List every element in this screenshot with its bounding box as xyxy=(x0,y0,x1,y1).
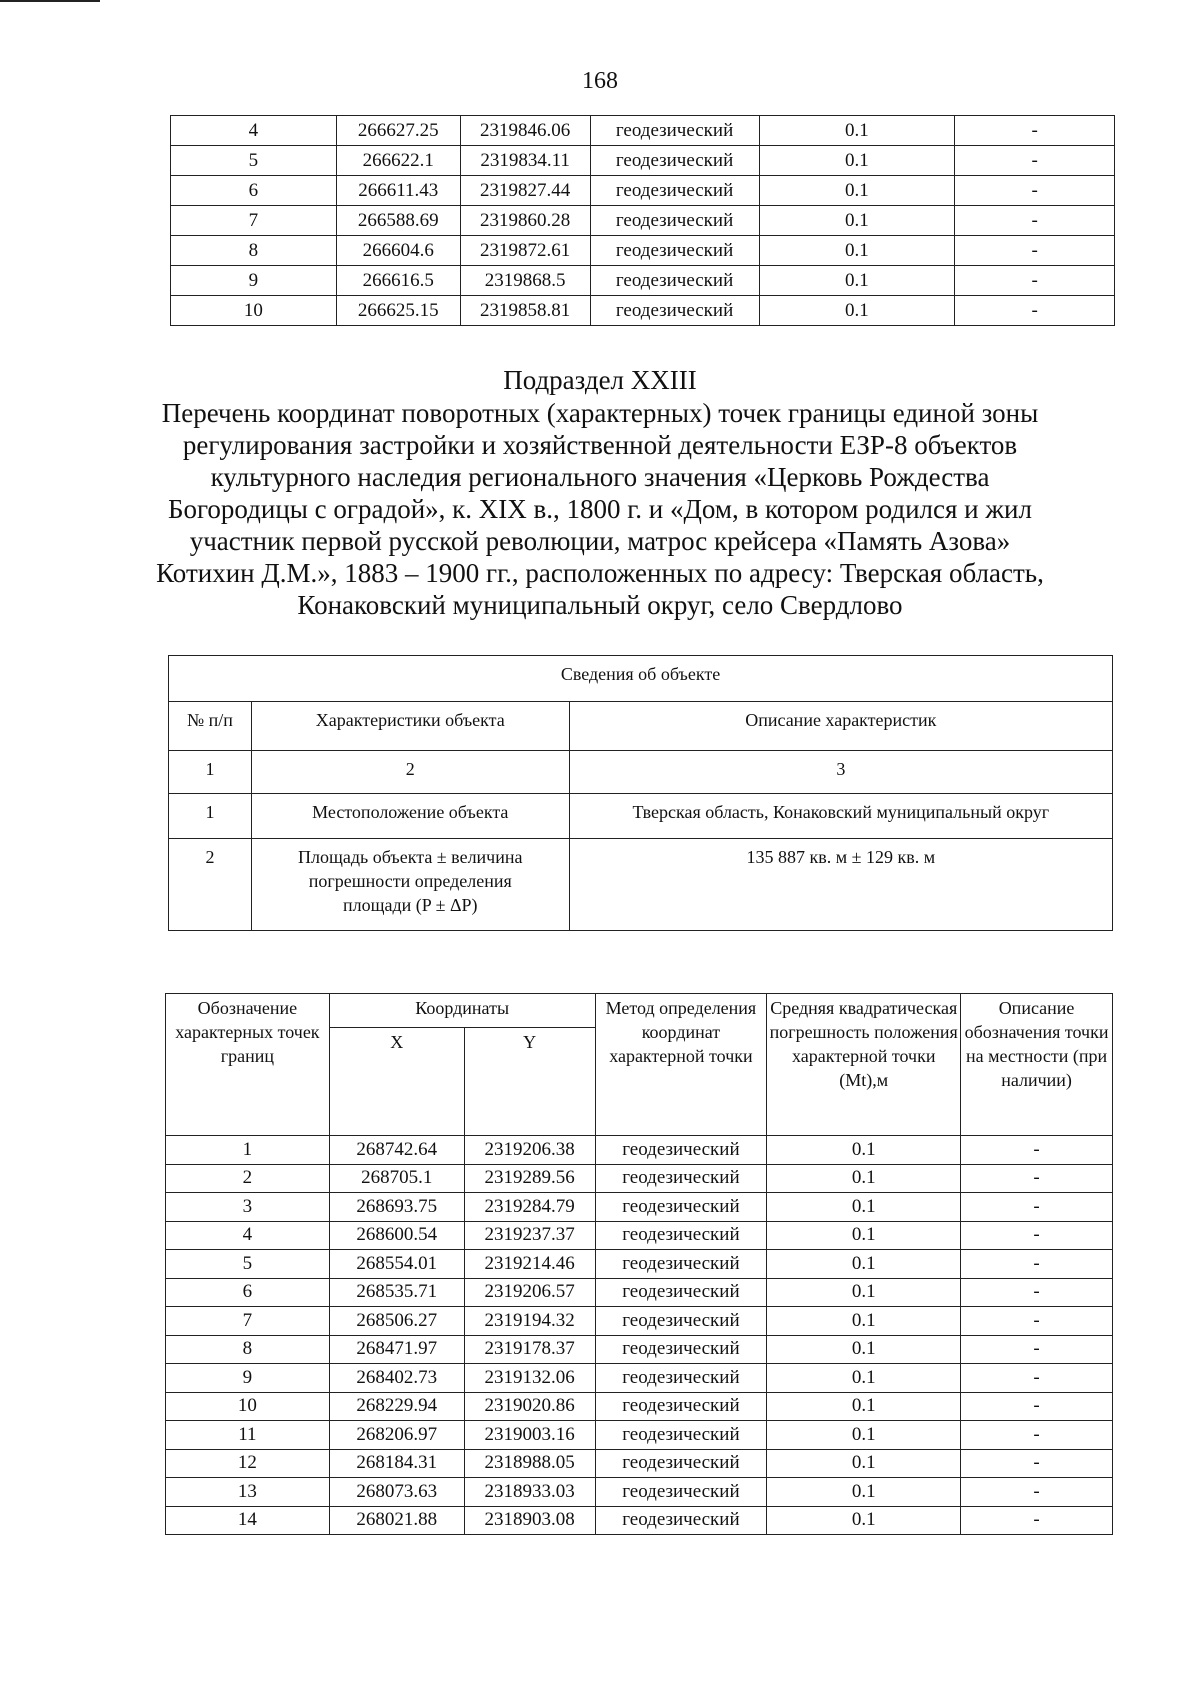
coord-x: 266611.43 xyxy=(336,176,460,206)
coord-x: 268506.27 xyxy=(329,1307,464,1336)
section-title-line: Конаковский муниципальный округ, село Свердлово xyxy=(297,590,903,620)
method: геодезический xyxy=(595,1307,767,1336)
point-description: - xyxy=(961,1164,1113,1193)
coordinates-table-continued xyxy=(170,115,1115,326)
subsection-heading: Подраздел XXIII xyxy=(503,365,697,395)
point-number: 6 xyxy=(171,176,337,206)
coord-y: 2319827.44 xyxy=(460,176,590,206)
table-row xyxy=(166,1250,1113,1279)
table-row xyxy=(166,1392,1113,1421)
table-row xyxy=(166,1307,1113,1336)
coord-x: 266616.5 xyxy=(336,266,460,296)
point-description: - xyxy=(961,1335,1113,1364)
error: 0.1 xyxy=(767,1335,961,1364)
method: геодезический xyxy=(595,1136,767,1165)
point-number: 3 xyxy=(166,1193,330,1222)
header-characteristics: Характеристики объекта xyxy=(251,702,569,751)
coord-y: 2319214.46 xyxy=(464,1250,595,1279)
coord-x: 268705.1 xyxy=(329,1164,464,1193)
point-description: - xyxy=(955,176,1115,206)
method: геодезический xyxy=(595,1335,767,1364)
point-description: - xyxy=(955,296,1115,326)
point-number: 8 xyxy=(171,236,337,266)
column-number-3: 3 xyxy=(569,751,1112,794)
area-value: 135 887 кв. м ± 129 кв. м xyxy=(569,839,1112,931)
error: 0.1 xyxy=(767,1164,961,1193)
point-description: - xyxy=(961,1193,1113,1222)
error: 0.1 xyxy=(759,146,955,176)
method: геодезический xyxy=(595,1506,767,1535)
method: геодезический xyxy=(595,1221,767,1250)
row-number: 1 xyxy=(169,794,252,839)
point-number: 13 xyxy=(166,1478,330,1507)
point-description: - xyxy=(961,1506,1113,1535)
point-number: 7 xyxy=(166,1307,330,1336)
section-title-line: Перечень координат поворотных (характерных) точек границы единой зоны xyxy=(161,398,1039,428)
table-row xyxy=(166,1136,1113,1165)
point-description: - xyxy=(961,1449,1113,1478)
method: геодезический xyxy=(595,1278,767,1307)
header-coordinates: Координаты xyxy=(329,994,595,1028)
coord-y: 2319868.5 xyxy=(460,266,590,296)
table-row xyxy=(166,1506,1113,1535)
header-x: X xyxy=(329,1028,464,1136)
error: 0.1 xyxy=(767,1193,961,1222)
method: геодезический xyxy=(590,206,759,236)
area-label: Площадь объекта ± величина погрешности определения площади (P ± ΔP) xyxy=(251,839,569,931)
table-row xyxy=(171,176,1115,206)
table-row xyxy=(166,1221,1113,1250)
table-row xyxy=(166,1278,1113,1307)
coord-y: 2319020.86 xyxy=(464,1392,595,1421)
point-description: - xyxy=(961,1478,1113,1507)
column-number-1: 1 xyxy=(169,751,252,794)
method: геодезический xyxy=(590,146,759,176)
point-number: 4 xyxy=(171,116,337,146)
point-number: 6 xyxy=(166,1278,330,1307)
point-description: - xyxy=(961,1278,1113,1307)
table-row xyxy=(166,1478,1113,1507)
point-number: 4 xyxy=(166,1221,330,1250)
point-number: 2 xyxy=(166,1164,330,1193)
coord-y: 2319834.11 xyxy=(460,146,590,176)
table-row xyxy=(171,296,1115,326)
method: геодезический xyxy=(590,266,759,296)
error: 0.1 xyxy=(767,1250,961,1279)
method: геодезический xyxy=(595,1449,767,1478)
table-row xyxy=(166,1164,1113,1193)
coord-x: 268693.75 xyxy=(329,1193,464,1222)
point-number: 7 xyxy=(171,206,337,236)
header-point: Обозначение характерных точек границ xyxy=(166,994,330,1136)
point-description: - xyxy=(955,146,1115,176)
error: 0.1 xyxy=(759,296,955,326)
coord-x: 268229.94 xyxy=(329,1392,464,1421)
table-row xyxy=(166,1421,1113,1450)
error: 0.1 xyxy=(759,266,955,296)
coord-x: 266622.1 xyxy=(336,146,460,176)
table-row xyxy=(171,146,1115,176)
coord-y: 2318933.03 xyxy=(464,1478,595,1507)
table-row xyxy=(166,1449,1113,1478)
error: 0.1 xyxy=(767,1421,961,1450)
coord-x: 266604.6 xyxy=(336,236,460,266)
method: геодезический xyxy=(595,1164,767,1193)
location-label: Местоположение объекта xyxy=(251,794,569,839)
row-number: 2 xyxy=(169,839,252,931)
coord-y: 2319206.38 xyxy=(464,1136,595,1165)
top-edge-line xyxy=(0,0,100,2)
point-description: - xyxy=(955,206,1115,236)
table-row xyxy=(171,266,1115,296)
method: геодезический xyxy=(595,1478,767,1507)
error: 0.1 xyxy=(759,206,955,236)
boundary-points-table xyxy=(165,993,1113,1535)
point-number: 11 xyxy=(166,1421,330,1450)
point-number: 5 xyxy=(166,1250,330,1279)
coord-y: 2319872.61 xyxy=(460,236,590,266)
error: 0.1 xyxy=(767,1136,961,1165)
section-title xyxy=(100,397,1100,621)
table-row xyxy=(166,1335,1113,1364)
point-number: 8 xyxy=(166,1335,330,1364)
coord-y: 2319284.79 xyxy=(464,1193,595,1222)
coord-y: 2319132.06 xyxy=(464,1364,595,1393)
header-error: Средняя квадратическая погрешность положения характерной точки (Mt),м xyxy=(767,994,961,1136)
header-method: Метод определения координат характерной точки xyxy=(595,994,767,1136)
point-number: 14 xyxy=(166,1506,330,1535)
method: геодезический xyxy=(590,116,759,146)
point-number: 5 xyxy=(171,146,337,176)
method: геодезический xyxy=(595,1421,767,1450)
coord-x: 268021.88 xyxy=(329,1506,464,1535)
coord-y: 2319860.28 xyxy=(460,206,590,236)
section-title-line: Котихин Д.М.», 1883 – 1900 гг., расположенных по адресу: Тверская область, xyxy=(156,558,1044,588)
section-title-line: участник первой русской революции, матрос крейсера «Память Азова» xyxy=(189,526,1011,556)
coord-x: 268402.73 xyxy=(329,1364,464,1393)
error: 0.1 xyxy=(767,1449,961,1478)
coord-y: 2319178.37 xyxy=(464,1335,595,1364)
coord-y: 2319237.37 xyxy=(464,1221,595,1250)
coord-y: 2318903.08 xyxy=(464,1506,595,1535)
coord-y: 2319289.56 xyxy=(464,1164,595,1193)
coord-x: 266625.15 xyxy=(336,296,460,326)
error: 0.1 xyxy=(767,1478,961,1507)
coord-x: 268554.01 xyxy=(329,1250,464,1279)
method: геодезический xyxy=(595,1250,767,1279)
coord-x: 268742.64 xyxy=(329,1136,464,1165)
point-description: - xyxy=(961,1221,1113,1250)
error: 0.1 xyxy=(759,116,955,146)
coord-x: 268184.31 xyxy=(329,1449,464,1478)
section-title-line: Богородицы с оградой», к. XIX в., 1800 г. и «Дом, в котором родился и жил xyxy=(168,494,1032,524)
point-description: - xyxy=(961,1307,1113,1336)
coord-y: 2319003.16 xyxy=(464,1421,595,1450)
table-row xyxy=(171,236,1115,266)
coord-x: 268206.97 xyxy=(329,1421,464,1450)
coord-x: 266627.25 xyxy=(336,116,460,146)
coord-y: 2319846.06 xyxy=(460,116,590,146)
object-info-title: Сведения об объекте xyxy=(169,656,1113,702)
point-number: 10 xyxy=(166,1392,330,1421)
point-description: - xyxy=(961,1136,1113,1165)
error: 0.1 xyxy=(767,1307,961,1336)
method: геодезический xyxy=(595,1364,767,1393)
coord-y: 2319858.81 xyxy=(460,296,590,326)
error: 0.1 xyxy=(759,176,955,206)
point-description: - xyxy=(955,116,1115,146)
coord-y: 2318988.05 xyxy=(464,1449,595,1478)
point-description: - xyxy=(955,236,1115,266)
boundary-points-table-body xyxy=(166,994,1113,1535)
point-description: - xyxy=(961,1364,1113,1393)
error: 0.1 xyxy=(767,1221,961,1250)
table-row xyxy=(171,116,1115,146)
coord-x: 268471.97 xyxy=(329,1335,464,1364)
point-number: 12 xyxy=(166,1449,330,1478)
method: геодезический xyxy=(590,236,759,266)
point-description: - xyxy=(955,266,1115,296)
point-description: - xyxy=(961,1421,1113,1450)
object-info-table xyxy=(168,655,1113,931)
coord-y: 2319194.32 xyxy=(464,1307,595,1336)
coord-x: 266588.69 xyxy=(336,206,460,236)
error: 0.1 xyxy=(767,1278,961,1307)
header-number: № п/п xyxy=(169,702,252,751)
point-number: 1 xyxy=(166,1136,330,1165)
header-point-description: Описание обозначения точки на местности (при наличии) xyxy=(961,994,1113,1136)
error: 0.1 xyxy=(767,1364,961,1393)
section-title-line: регулирования застройки и хозяйственной деятельности ЕЗР-8 объектов xyxy=(182,430,1018,460)
point-description: - xyxy=(961,1392,1113,1421)
coord-x: 268535.71 xyxy=(329,1278,464,1307)
coordinates-table-continued-body xyxy=(171,116,1115,326)
table-row xyxy=(171,206,1115,236)
point-number: 9 xyxy=(166,1364,330,1393)
error: 0.1 xyxy=(759,236,955,266)
coord-x: 268600.54 xyxy=(329,1221,464,1250)
coord-x: 268073.63 xyxy=(329,1478,464,1507)
page-number: 168 xyxy=(582,68,618,94)
point-number: 9 xyxy=(171,266,337,296)
method: геодезический xyxy=(595,1193,767,1222)
point-number: 10 xyxy=(171,296,337,326)
method: геодезический xyxy=(590,296,759,326)
header-description: Описание характеристик xyxy=(569,702,1112,751)
table-row xyxy=(166,1364,1113,1393)
point-description: - xyxy=(961,1250,1113,1279)
error: 0.1 xyxy=(767,1506,961,1535)
header-y: Y xyxy=(464,1028,595,1136)
location-value: Тверская область, Конаковский муниципальный округ xyxy=(569,794,1112,839)
method: геодезический xyxy=(590,176,759,206)
coord-y: 2319206.57 xyxy=(464,1278,595,1307)
table-row xyxy=(166,1193,1113,1222)
section-title-line: культурного наследия регионального значения «Церковь Рождества xyxy=(210,462,990,492)
column-number-2: 2 xyxy=(251,751,569,794)
method: геодезический xyxy=(595,1392,767,1421)
error: 0.1 xyxy=(767,1392,961,1421)
